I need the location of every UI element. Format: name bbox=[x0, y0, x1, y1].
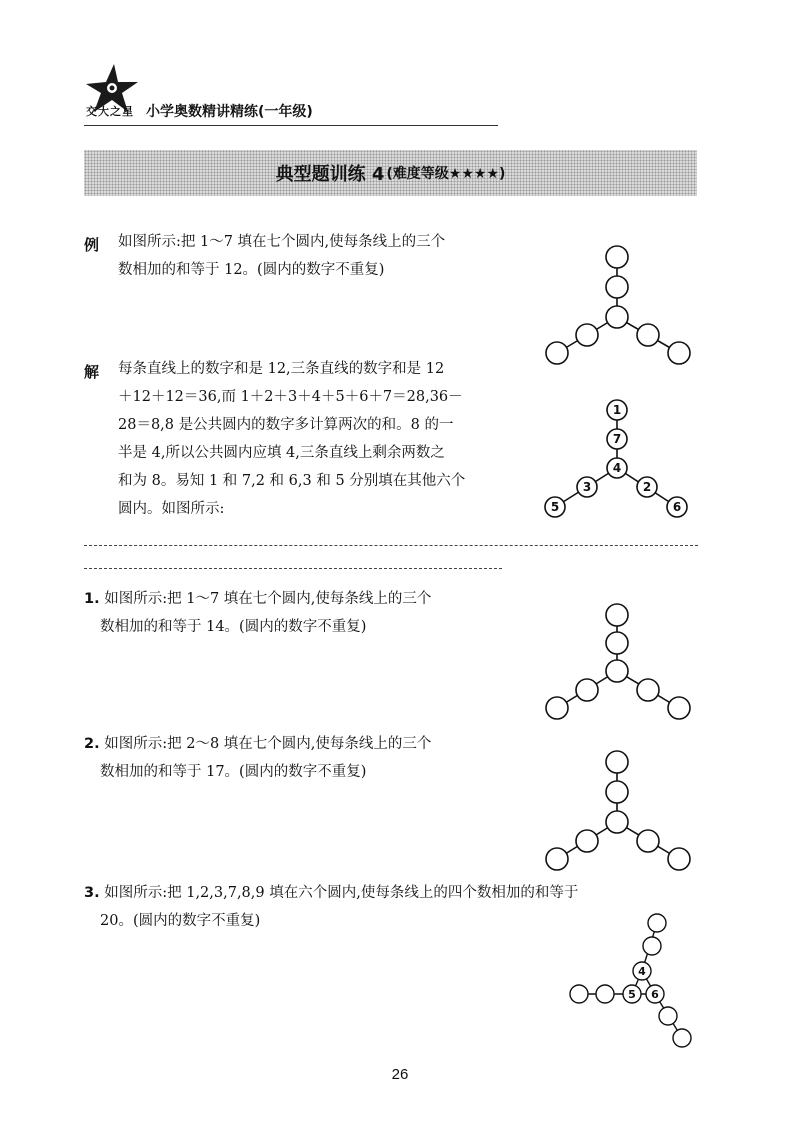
problem-number: 1. bbox=[84, 591, 100, 607]
text-line: 数相加的和等于 12。(圆内的数字不重复) bbox=[118, 262, 385, 278]
text-line: 半是 4,所以公共圆内应填 4,三条直线上剩余两数之 bbox=[118, 445, 445, 461]
problem-1-text bbox=[84, 585, 431, 641]
figure-number: 7 bbox=[612, 432, 622, 446]
section-title: 典型题训练 4 bbox=[275, 164, 385, 185]
text-line: 如图所示:把 1,2,3,7,8,9 填在六个圆内,使每条线上的四个数相加的和等于 bbox=[104, 885, 579, 901]
problem-3-text bbox=[84, 879, 578, 935]
brand-name: 交大之星 bbox=[86, 105, 134, 118]
figure-number: 1 bbox=[612, 403, 622, 417]
problem-number: 3. bbox=[84, 885, 100, 901]
figure-number: 5 bbox=[628, 988, 636, 1001]
circle-node bbox=[576, 324, 598, 346]
figure-number: 4 bbox=[638, 965, 646, 978]
figure-number: 2 bbox=[642, 480, 652, 494]
text-line: 圆内。如图所示: bbox=[118, 501, 225, 517]
circle-node bbox=[546, 342, 568, 364]
circle-node bbox=[606, 246, 628, 268]
solution-figure bbox=[535, 396, 695, 526]
example-figure bbox=[535, 240, 695, 370]
solution-text bbox=[118, 355, 465, 523]
text-line: 数相加的和等于 14。(圆内的数字不重复) bbox=[100, 619, 367, 635]
text-line: 数相加的和等于 17。(圆内的数字不重复) bbox=[100, 764, 367, 780]
figure-number: 3 bbox=[582, 480, 592, 494]
difficulty-label: (难度等级★★★★) bbox=[386, 166, 506, 182]
example-tag: 例 bbox=[84, 236, 100, 254]
figure-number: 6 bbox=[672, 500, 682, 514]
header-rule bbox=[84, 125, 498, 126]
example-text bbox=[118, 228, 445, 284]
problem-3-figure bbox=[560, 905, 700, 1050]
text-line: 如图所示:把 2～8 填在七个圆内,使每条线上的三个 bbox=[104, 736, 432, 752]
text-line: 20。(圆内的数字不重复) bbox=[100, 913, 261, 929]
circle-node bbox=[668, 342, 690, 364]
figure-number: 6 bbox=[651, 988, 659, 1001]
circle-node bbox=[637, 324, 659, 346]
circle-node bbox=[606, 306, 628, 328]
text-line: 28＝8,8 是公共圆内的数字多计算两次的和。8 的一 bbox=[118, 417, 454, 433]
section-banner bbox=[84, 150, 697, 196]
figure-number: 4 bbox=[612, 461, 622, 475]
problem-2-text bbox=[84, 730, 431, 786]
circle-node bbox=[606, 276, 628, 298]
book-title: 小学奥数精讲精练(一年级) bbox=[146, 104, 313, 120]
problem-1-figure bbox=[535, 598, 695, 728]
figure-number: 5 bbox=[550, 500, 560, 514]
text-line: ＋12＋12＝36,而 1＋2＋3＋4＋5＋6＋7＝28,36－ bbox=[118, 389, 463, 405]
text-line: 和为 8。易知 1 和 7,2 和 6,3 和 5 分别填在其他六个 bbox=[118, 473, 466, 489]
dashed-divider bbox=[84, 545, 698, 546]
problem-number: 2. bbox=[84, 736, 100, 752]
page-number: 26 bbox=[391, 1066, 409, 1083]
text-line: 每条直线上的数字和是 12,三条直线的数字和是 12 bbox=[118, 361, 445, 377]
dashed-divider bbox=[84, 568, 502, 569]
text-line: 如图所示:把 1～7 填在七个圆内,使每条线上的三个 bbox=[118, 234, 446, 250]
problem-2-figure bbox=[535, 746, 695, 876]
text-line: 如图所示:把 1～7 填在七个圆内,使每条线上的三个 bbox=[104, 591, 432, 607]
solution-tag: 解 bbox=[84, 363, 100, 381]
